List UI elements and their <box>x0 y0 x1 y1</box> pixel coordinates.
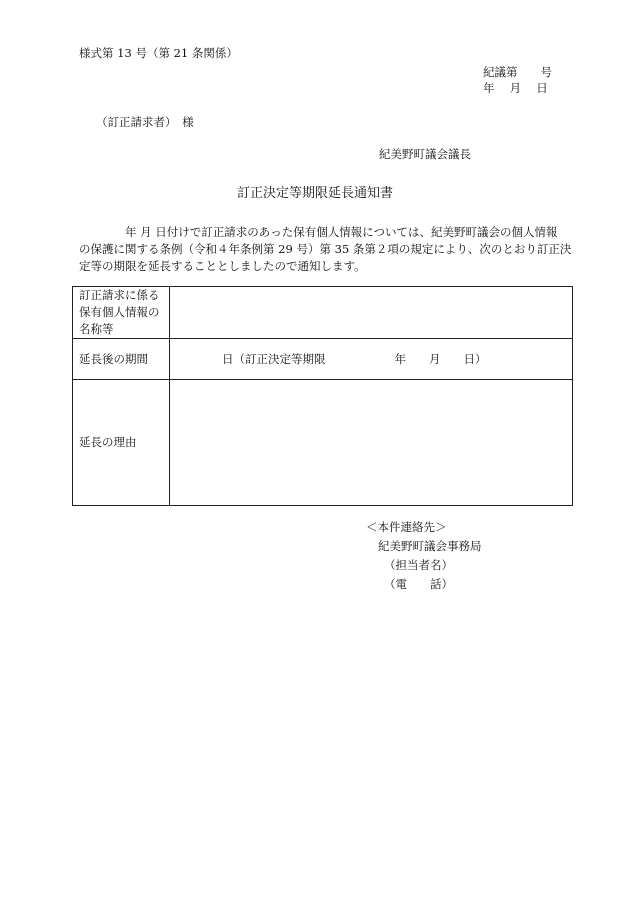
row-value <box>170 380 573 506</box>
row-label-line: 延長後の期間 <box>79 351 148 366</box>
row-label-line: 保有個人情報の <box>79 305 160 319</box>
table-row-extended-period <box>73 339 573 380</box>
table-row-reason <box>73 380 573 506</box>
document-date: 年 月 日 <box>483 81 548 95</box>
body-line: 定等の期限を延長することとしましたので通知します。 <box>79 259 366 273</box>
document-number: 紀議第 号 <box>483 65 552 79</box>
info-table <box>72 286 573 506</box>
contact-phone: （電 話） <box>384 577 453 591</box>
row-label <box>73 380 170 506</box>
row-label-line: 訂正請求に係る <box>79 288 160 302</box>
table-row-info-name <box>73 287 573 339</box>
contact-person: （担当者名） <box>384 558 453 572</box>
document-title: 訂正決定等期限延長通知書 <box>236 186 393 201</box>
row-value <box>170 339 573 380</box>
addressee: （訂正請求者） 様 <box>96 115 194 129</box>
row-label <box>73 287 170 339</box>
body-paragraph <box>79 224 573 275</box>
contact-office: 紀美野町議会事務局 <box>378 539 482 553</box>
issuer: 紀美野町議会議長 <box>379 147 471 161</box>
row-label <box>73 339 170 380</box>
row-label-line: 名称等 <box>79 322 114 336</box>
form-number: 様式第 13 号（第 21 条関係） <box>79 46 238 60</box>
row-value <box>170 287 573 339</box>
contact-block <box>366 518 482 594</box>
contact-heading: ＜本件連絡先＞ <box>366 520 447 534</box>
period-value: 日（訂正決定等期限 年 月 日） <box>176 351 487 366</box>
row-label-line: 延長の理由 <box>79 435 137 449</box>
body-line: 年 月 日付けで訂正請求のあった保有個人情報については、紀美野町議会の個人情報 <box>79 225 558 239</box>
body-line: の保護に関する条例（令和４年条例第 29 号）第 35 条第２項の規定により、次のとおり訂正決 <box>79 242 572 256</box>
